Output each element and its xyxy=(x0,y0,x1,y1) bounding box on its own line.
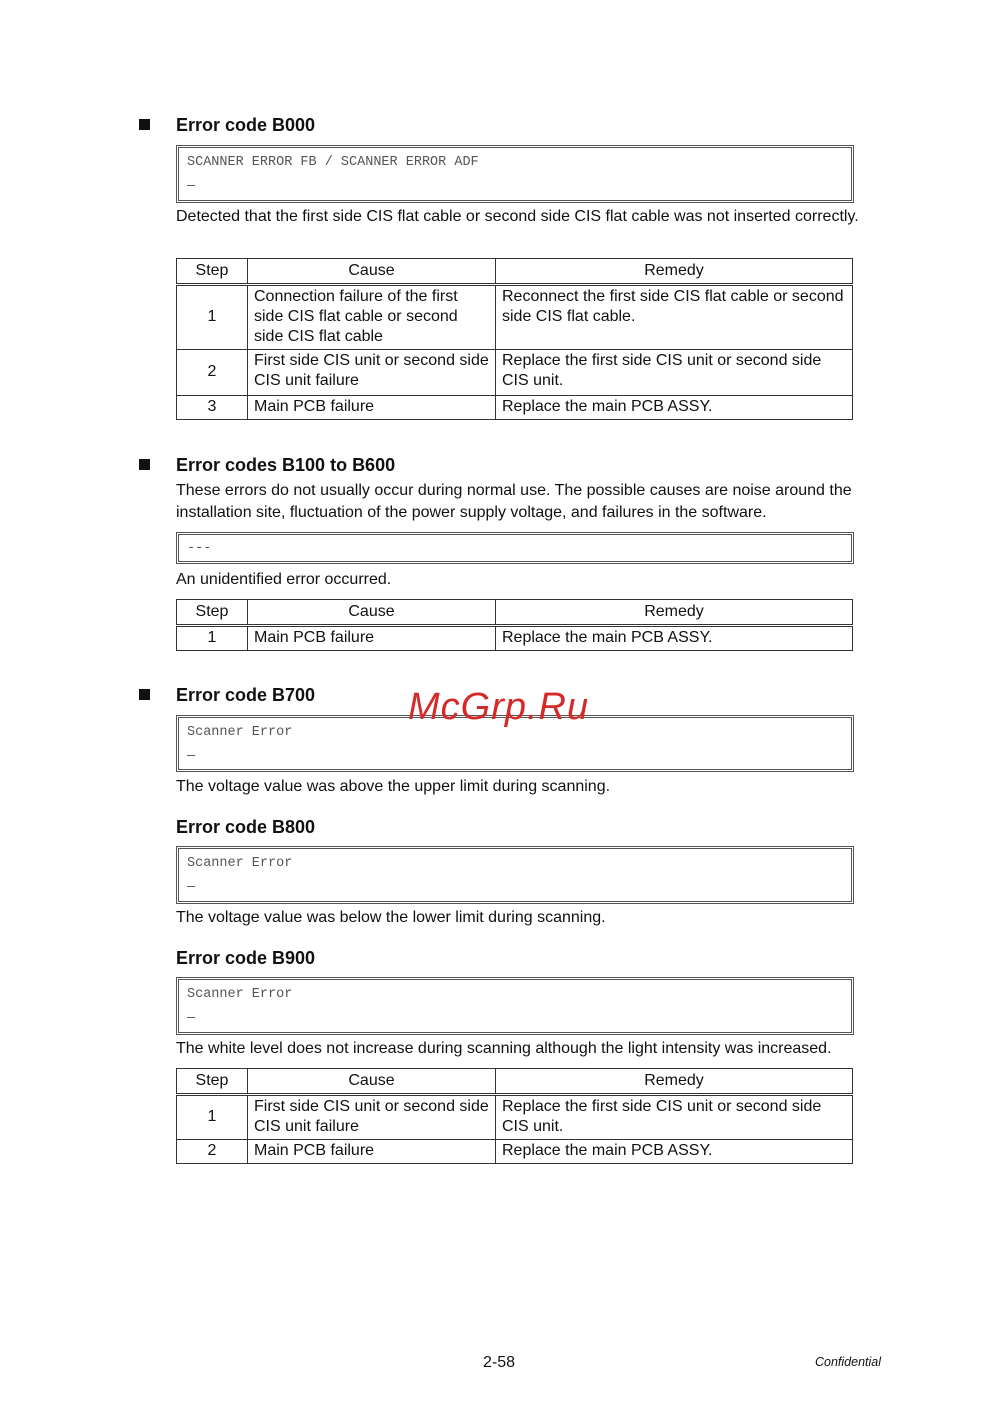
step-cell: 1 xyxy=(177,285,248,350)
header-remedy: Remedy xyxy=(496,259,853,285)
step-cell: 1 xyxy=(177,626,248,651)
lcd-cursor: — xyxy=(187,749,196,764)
bullet-icon xyxy=(139,459,150,470)
confidential-label: Confidential xyxy=(815,1355,882,1369)
header-cause: Cause xyxy=(248,259,496,285)
remedy-table xyxy=(176,1068,853,1164)
remedy-cell: Replace the main PCB ASSY. xyxy=(496,396,853,420)
step-cell: 2 xyxy=(177,1140,248,1164)
lcd-text: Scanner Error xyxy=(187,987,293,1002)
table-row xyxy=(177,350,853,396)
lcd-display xyxy=(176,145,854,203)
header-cause: Cause xyxy=(248,600,496,626)
remedy-cell: Replace the main PCB ASSY. xyxy=(496,1140,853,1164)
cause-cell: Connection failure of the first side CIS flat cable or second side CIS flat cable xyxy=(248,285,496,350)
lcd-text: SCANNER ERROR FB / SCANNER ERROR ADF xyxy=(187,155,479,170)
remedy-cell: Replace the main PCB ASSY. xyxy=(496,626,853,651)
table-row xyxy=(177,1095,853,1140)
header-step: Step xyxy=(177,600,248,626)
header-remedy: Remedy xyxy=(496,1069,853,1095)
table-row xyxy=(177,1140,853,1164)
remedy-cell: Reconnect the first side CIS flat cable or second side CIS flat cable. xyxy=(496,285,853,350)
table-row xyxy=(177,626,853,651)
section-heading: Error code B800 xyxy=(176,817,316,837)
cause-cell: First side CIS unit or second side CIS unit failure xyxy=(248,1095,496,1140)
lcd-text: Scanner Error xyxy=(187,725,293,740)
remedy-table xyxy=(176,258,853,420)
remedy-cell: Replace the first side CIS unit or second side CIS unit. xyxy=(496,1095,853,1140)
section-heading: Error codes B100 to B600 xyxy=(176,455,396,475)
bullet-icon xyxy=(139,119,150,130)
bullet-icon xyxy=(139,689,150,700)
watermark: McGrp.Ru xyxy=(408,686,590,728)
remedy-cell: Replace the first side CIS unit or second side CIS unit. xyxy=(496,350,853,396)
header-cause: Cause xyxy=(248,1069,496,1095)
cause-cell: Main PCB failure xyxy=(248,396,496,420)
description: The white level does not increase during scanning although the light intensity was increased. xyxy=(176,1040,832,1057)
cause-cell: Main PCB failure xyxy=(248,626,496,651)
lcd-text: --- xyxy=(187,541,212,556)
description: The voltage value was below the lower limit during scanning. xyxy=(176,909,606,926)
header-step: Step xyxy=(177,1069,248,1095)
lcd-cursor: — xyxy=(187,179,196,194)
section-heading: Error code B000 xyxy=(176,115,316,135)
header-remedy: Remedy xyxy=(496,600,853,626)
cause-cell: First side CIS unit or second side CIS unit failure xyxy=(248,350,496,396)
section-heading: Error code B700 xyxy=(176,685,316,705)
step-cell: 3 xyxy=(177,396,248,420)
description: Detected that the first side CIS flat cable or second side CIS flat cable was not inserted correctly. xyxy=(176,208,859,225)
lcd-text: Scanner Error xyxy=(187,856,293,871)
lcd-cursor: — xyxy=(187,1011,196,1026)
intro: These errors do not usually occur during normal use. The possible causes are noise around the installation site, fluctuation of the power supply voltage, and failures in the software. xyxy=(176,482,852,521)
section-heading: Error code B900 xyxy=(176,948,316,968)
description: An unidentified error occurred. xyxy=(176,571,392,588)
lcd-display xyxy=(176,532,854,564)
lcd-display xyxy=(176,977,854,1035)
step-cell: 2 xyxy=(177,350,248,396)
description: The voltage value was above the upper limit during scanning. xyxy=(176,778,611,795)
table-row xyxy=(177,396,853,420)
page-number: 2-58 xyxy=(483,1354,516,1371)
cause-cell: Main PCB failure xyxy=(248,1140,496,1164)
lcd-display xyxy=(176,846,854,904)
remedy-table xyxy=(176,599,853,651)
lcd-cursor: — xyxy=(187,880,196,895)
header-step: Step xyxy=(177,259,248,285)
step-cell: 1 xyxy=(177,1095,248,1140)
table-row xyxy=(177,285,853,350)
